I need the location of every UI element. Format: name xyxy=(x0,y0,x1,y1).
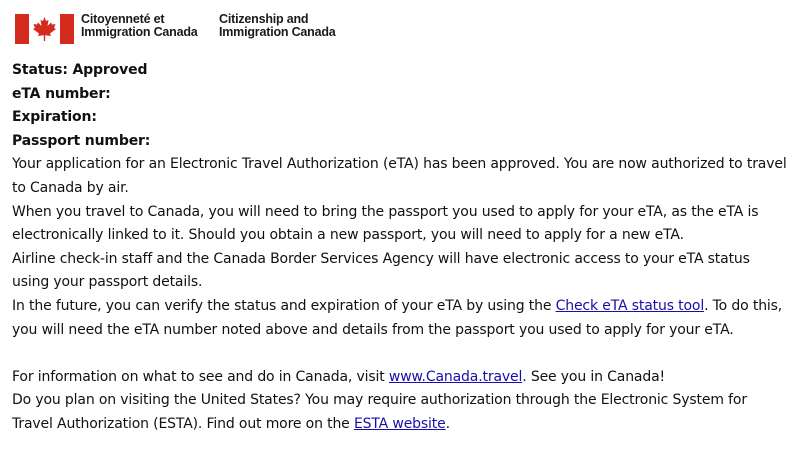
signature-english xyxy=(219,13,336,39)
signature-english-line-2: Immigration Canada xyxy=(219,25,336,39)
canada-travel-link[interactable]: www.Canada.travel xyxy=(388,368,523,385)
passport-paragraph: When you travel to Canada, you will need to bring the passport you used to apply for your eTA, as the eTA is electronically linked to it. Should you obtain a new passport, you will need to apply for a new eTA. xyxy=(12,203,759,244)
esta-text-after: . xyxy=(445,415,450,432)
government-header xyxy=(12,10,412,46)
future-text-after: . To do this, you will need the eTA number noted above and details from the passport you used to apply for your eTA. xyxy=(12,297,783,338)
esta-paragraph xyxy=(12,389,787,436)
email-body xyxy=(12,59,787,437)
approval-paragraph: Your application for an Electronic Travel Authorization (eTA) has been approved. You are now authorized to travel to Canada by air. xyxy=(12,156,787,196)
esta-website-link[interactable]: ESTA website xyxy=(353,415,446,432)
future-text-before: In the future, you can verify the status and expiration of your eTA by using the xyxy=(12,297,556,314)
future-paragraph xyxy=(12,295,787,342)
signature-french-line-2: Immigration Canada xyxy=(81,25,198,39)
passport-number-label: Passport number: xyxy=(12,132,151,149)
paragraph-spacer xyxy=(12,342,787,366)
eta-number-label: eTA number: xyxy=(12,85,111,102)
esta-text-before: Do you plan on visiting the United States? You may require authorization through the Electronic System for Travel Authorization (ESTA). Find out more on the xyxy=(12,392,747,432)
signature-french xyxy=(81,13,198,39)
expiration-label: Expiration: xyxy=(12,109,97,126)
info-text-before: For information on what to see and do in Canada, visit xyxy=(12,368,389,385)
canada-flag-icon xyxy=(15,14,74,44)
signature-french-line-1: Citoyenneté et xyxy=(81,12,165,26)
check-eta-status-link[interactable]: Check eTA status tool xyxy=(555,297,705,314)
signature-english-line-1: Citizenship and xyxy=(219,12,309,26)
airline-paragraph: Airline check-in staff and the Canada Border Services Agency will have electronic access to your eTA status using your passport details. xyxy=(12,250,750,291)
status-label: Status: Approved xyxy=(12,62,148,78)
canada-travel-paragraph xyxy=(12,366,787,390)
info-text-after: . See you in Canada! xyxy=(522,368,665,385)
